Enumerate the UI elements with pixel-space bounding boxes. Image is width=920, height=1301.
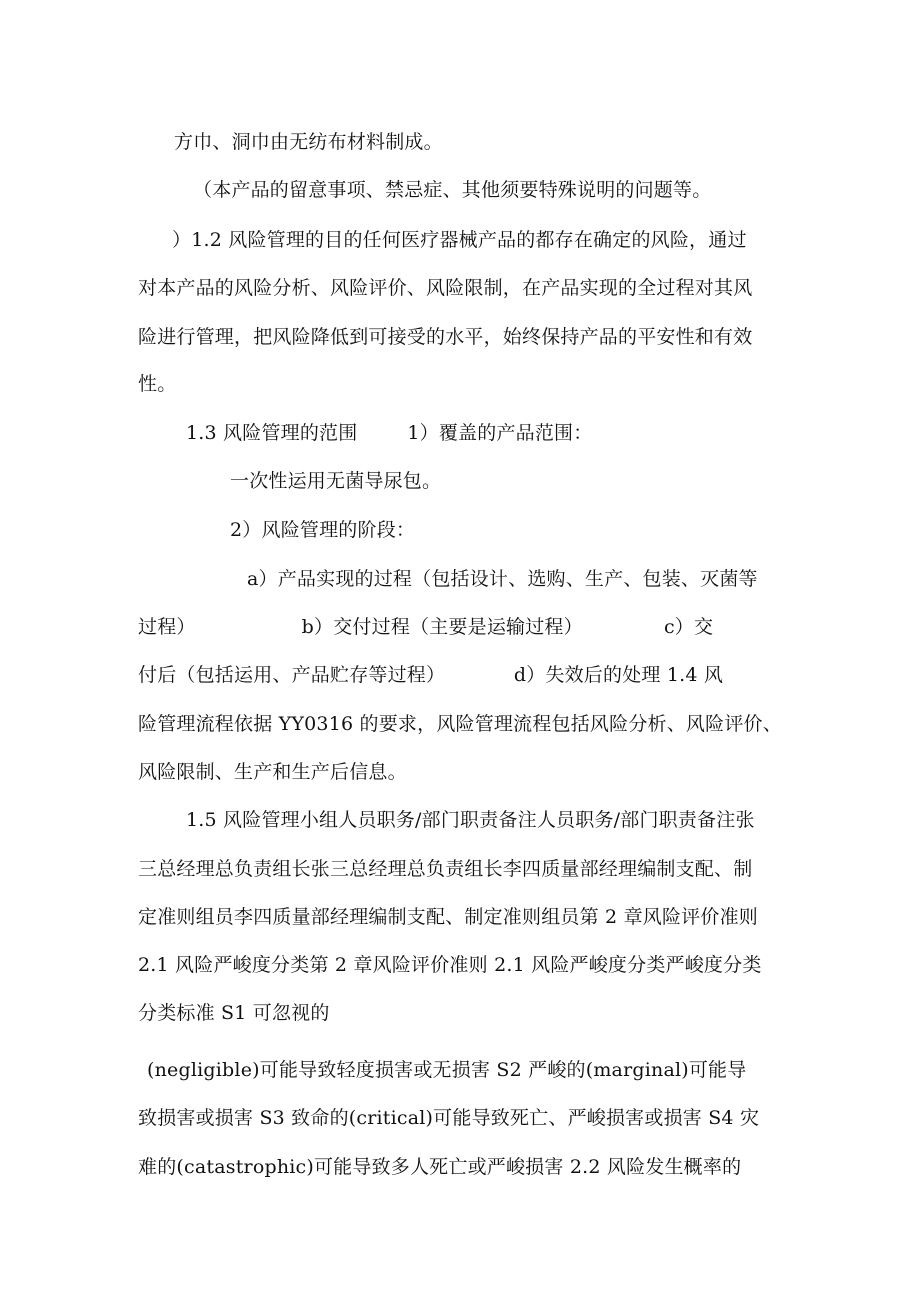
text-line-12: 付后（包括运用、产品贮存等过程） d）失效后的处理 1.4 风 [138, 664, 724, 686]
text-line-13: 险管理流程依据 YY0316 的要求，风险管理流程包括风险分析、风险评价、 [138, 713, 782, 735]
text-line-3: ）1.2 风险管理的目的任何医疗器械产品的都存在确定的风险，通过 [172, 229, 747, 251]
text-line-14: 风险限制、生产和生产后信息。 [138, 761, 407, 783]
text-line-15: 1.5 风险管理小组人员职务/部门职责备注人员职务/部门职责备注张 [186, 809, 755, 831]
text-line-17: 定准则组员李四质量部经理编制支配、制定准则组员第 2 章风险评价准则 [138, 906, 758, 928]
text-line-8: 一次性运用无菌导尿包。 [230, 470, 442, 492]
text-line-19: 分类标准 S1 可忽视的 [138, 1002, 330, 1024]
text-line-22: 难的(catastrophic)可能导致多人死亡或严峻损害 2.2 风险发生概率的 [138, 1156, 742, 1178]
text-line-10: a）产品实现的过程（包括设计、选购、生产、包装、灭菌等 [247, 568, 758, 590]
text-line-5: 险进行管理，把风险降低到可接受的水平，始终保持产品的平安性和有效 [138, 326, 753, 348]
text-line-16: 三总经理总负责组长张三总经理总负责组长李四质量部经理编制支配、制 [138, 858, 753, 880]
text-line-2: （本产品的留意事项、禁忌症、其他须要特殊说明的问题等。 [193, 179, 712, 201]
text-line-11: 过程） b）交付过程（主要是运输过程） c）交 [138, 616, 714, 638]
text-line-20: (negligible)可能导致轻度损害或无损害 S2 严峻的(marginal)可能导 [147, 1059, 747, 1081]
text-line-7: 1.3 风险管理的范围 1）覆盖的产品范围： [186, 422, 593, 444]
text-line-18: 2.1 风险严峻度分类第 2 章风险评价准则 2.1 风险严峻度分类严峻度分类 [138, 954, 762, 976]
text-line-9: 2）风险管理的阶段： [230, 519, 416, 541]
text-line-1: 方巾、洞巾由无纺布材料制成。 [174, 131, 443, 153]
text-line-4: 对本产品的风险分析、风险评价、风险限制，在产品实现的全过程对其风 [138, 277, 753, 299]
text-line-6: 性。 [138, 373, 177, 395]
text-line-21: 致损害或损害 S3 致命的(critical)可能导致死亡、严峻损害或损害 S4 灾 [138, 1107, 760, 1129]
